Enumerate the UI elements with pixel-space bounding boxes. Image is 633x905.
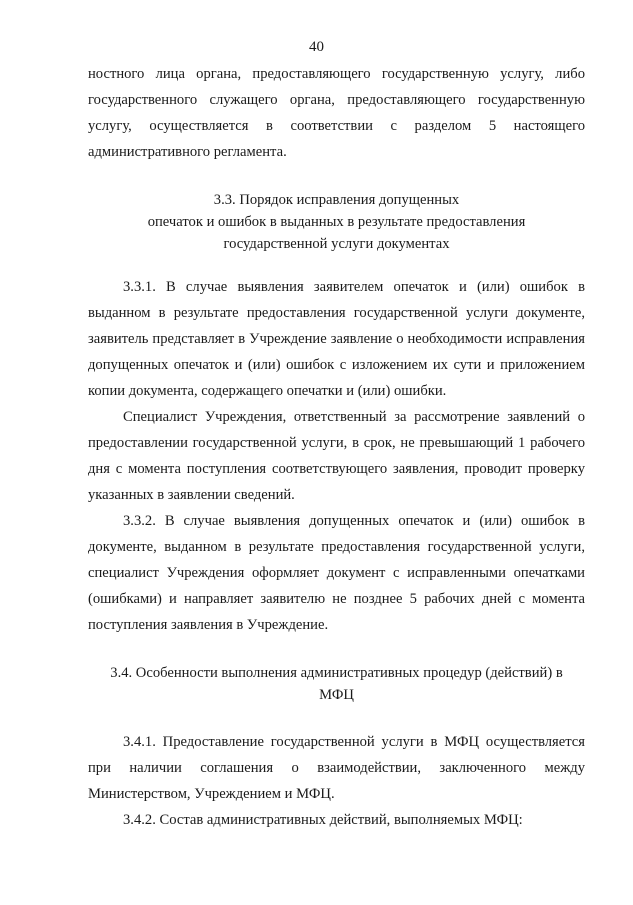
section-3-3-body [88, 274, 585, 638]
section-3-4-heading-line: 3.4. Особенности выполнения административных процедур (действий) в [110, 665, 563, 681]
section-3-4-heading-line: МФЦ [319, 687, 354, 703]
section-3-4-body [88, 729, 585, 833]
paragraph-specialist: Специалист Учреждения, ответственный за рассмотрение заявлений о предоставлении государственной услуги, в срок, не превышающий 1 рабочего дня с момента поступления соответствующего заявления, проводит проверку указанных в заявлении сведений. [88, 409, 585, 503]
paragraph-3-4-2: 3.4.2. Состав административных действий, выполняемых МФЦ: [123, 812, 523, 828]
intro-text-block [88, 61, 585, 165]
intro-paragraph: ностного лица органа, предоставляющего государственную услугу, либо государственного служащего органа, предоставляющего государственную услугу, осуществляется в соответствии с разделом 5 настоящего административного регламента. [88, 66, 585, 160]
section-3-3-heading-line: государственной услуги документах [223, 236, 450, 252]
paragraph-3-3-2: 3.3.2. В случае выявления допущенных опечаток и (или) ошибок в документе, выданном в результате предоставления государственной услуги, специалист Учреждения оформляет документ с исправленными опечатками (ошибками) и направляет заявителю не позднее 5 рабочих дней с момента поступления заявления в Учреждение. [88, 513, 585, 633]
paragraph-3-4-1: 3.4.1. Предоставление государственной услуги в МФЦ осуществляется при наличии соглашения о взаимодействии, заключенного между Министерством, Учреждением и МФЦ. [88, 734, 585, 802]
section-3-3-heading [88, 189, 585, 255]
section-3-3-heading-line: 3.3. Порядок исправления допущенных [213, 192, 460, 208]
section-3-4-heading [88, 662, 585, 706]
paragraph-3-3-1: 3.3.1. В случае выявления заявителем опечаток и (или) ошибок в выданном в результате предоставления государственной услуги документе, заявитель представляет в Учреждение заявление о необходимости исправления допущенных опечаток и (или) ошибок с изложением их сути и приложением копии документа, содержащего опечатки и (или) ошибки. [88, 279, 585, 399]
section-3-3-heading-line: опечаток и ошибок в выданных в результате предоставления [147, 214, 526, 230]
page-number: 40 [309, 39, 324, 55]
